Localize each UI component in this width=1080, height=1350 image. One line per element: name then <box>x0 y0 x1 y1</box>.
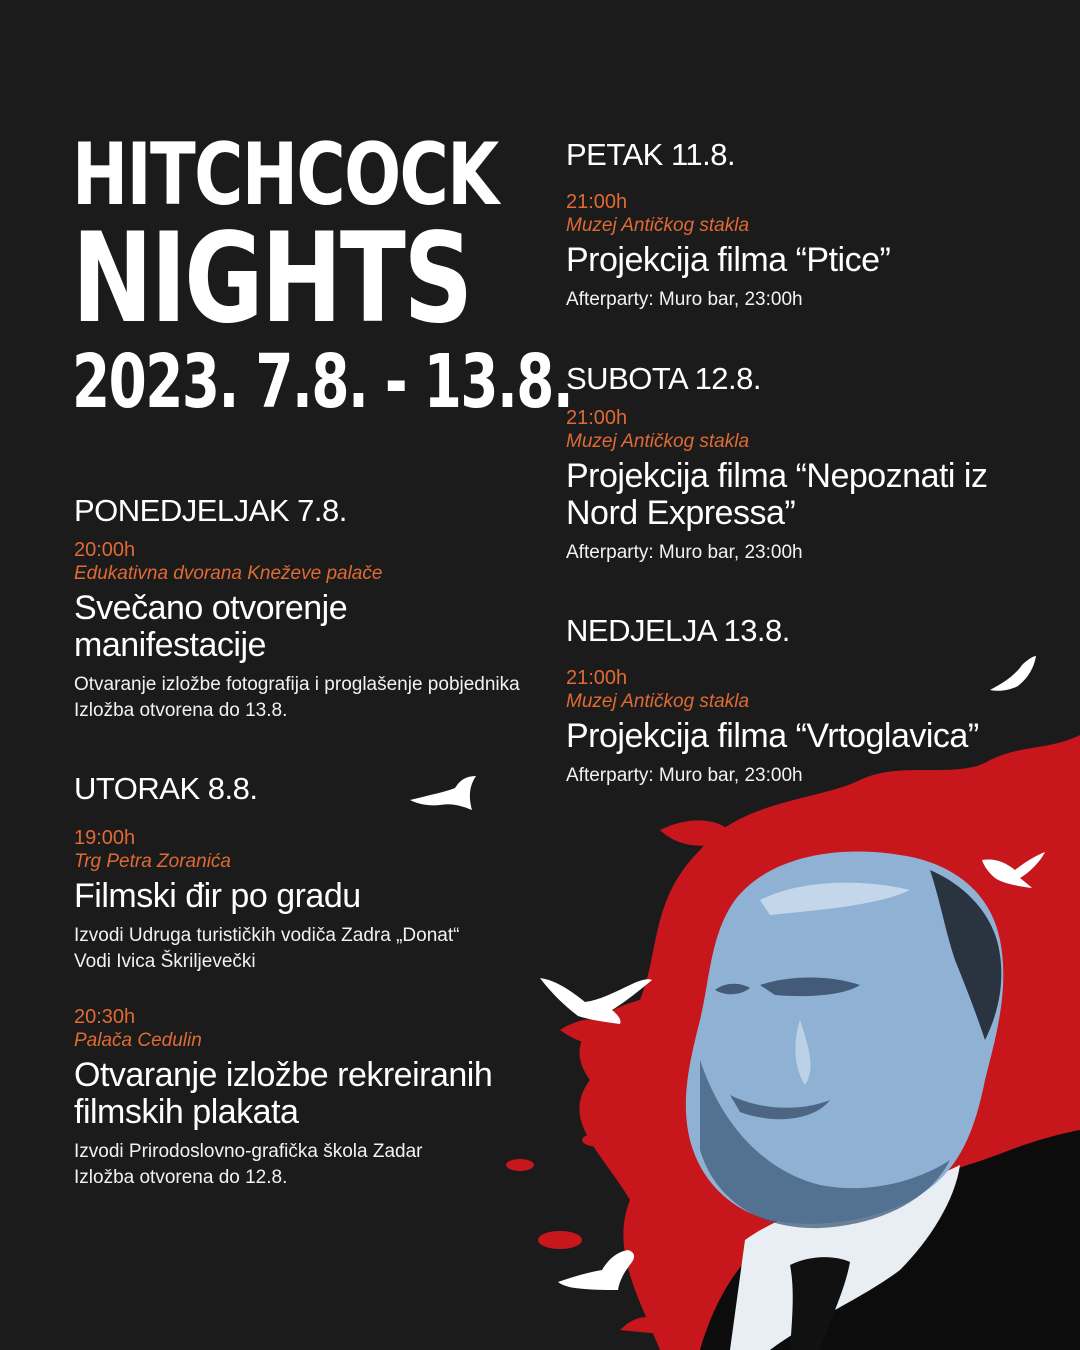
event-title: Projekcija filma “Nepoznati iz Nord Expressa” <box>566 457 988 532</box>
event-item <box>566 190 1036 313</box>
event-title: Svečano otvorenje manifestacije <box>74 589 348 664</box>
event-description <box>566 763 1036 789</box>
event-description <box>74 923 534 975</box>
day-name: SUBOTA 12.8. <box>566 361 762 396</box>
event-time: 20:00h <box>74 539 136 561</box>
event-description-line: Izložba otvorena do 12.8. <box>74 1167 288 1188</box>
event-time: 21:00h <box>566 191 628 213</box>
event-time: 21:00h <box>566 407 628 429</box>
event-place: Palača Cedulin <box>74 1030 202 1051</box>
event-description-line: Izvodi Prirodoslovno-grafička škola Zadar <box>74 1141 423 1162</box>
event-description <box>566 540 1036 566</box>
event-description-line: Afterparty: Muro bar, 23:00h <box>566 542 803 563</box>
day-tuesday <box>74 772 534 1191</box>
event-item <box>566 406 1036 566</box>
event-place: Muzej Antičkog stakla <box>566 431 750 452</box>
event-time: 20:30h <box>74 1006 136 1028</box>
event-place: Muzej Antičkog stakla <box>566 215 750 236</box>
title-line-2: NIGHTS <box>72 207 471 351</box>
event-item <box>74 1005 534 1191</box>
event-place: Edukativna dvorana Kneževe palače <box>74 563 383 584</box>
day-friday <box>566 138 1036 313</box>
event-item <box>566 666 1036 789</box>
event-item <box>74 538 544 724</box>
title-line-1: HITCHCOCK <box>72 125 498 225</box>
event-description-line: Afterparty: Muro bar, 23:00h <box>566 289 803 310</box>
event-description-line: Afterparty: Muro bar, 23:00h <box>566 765 803 786</box>
title-dates: 2023. 7.8. - 13.8. <box>72 339 573 425</box>
event-time: 19:00h <box>74 827 136 849</box>
day-monday <box>74 494 544 724</box>
day-sunday <box>566 614 1036 789</box>
bird-icon <box>558 1250 634 1290</box>
event-description-line: Izvodi Udruga turističkih vodiča Zadra „Donat“ <box>74 925 460 946</box>
day-name: NEDJELJA 13.8. <box>566 613 790 648</box>
day-name: PETAK 11.8. <box>566 137 736 172</box>
event-title: Projekcija filma “Ptice” <box>566 241 891 279</box>
event-place: Trg Petra Zoranića <box>74 851 231 872</box>
event-title: Otvaranje izložbe rekreiranih filmskih plakata <box>74 1056 493 1131</box>
event-description-line: Otvaranje izložbe fotografija i proglašenje pobjednika <box>74 674 520 695</box>
event-description <box>74 1139 534 1191</box>
day-name: UTORAK 8.8. <box>74 771 258 806</box>
event-place: Muzej Antičkog stakla <box>566 691 750 712</box>
event-description-line: Vodi Ivica Škriljevečki <box>74 951 256 972</box>
event-description <box>74 672 544 724</box>
event-time: 21:00h <box>566 667 628 689</box>
event-description <box>566 287 1036 313</box>
event-title: Filmski đir po gradu <box>74 877 361 915</box>
event-item <box>74 826 534 975</box>
event-description-line: Izložba otvorena do 13.8. <box>74 700 288 721</box>
day-saturday <box>566 362 1036 566</box>
event-title: Projekcija filma “Vrtoglavica” <box>566 717 979 755</box>
day-name: PONEDJELJAK 7.8. <box>74 493 347 528</box>
